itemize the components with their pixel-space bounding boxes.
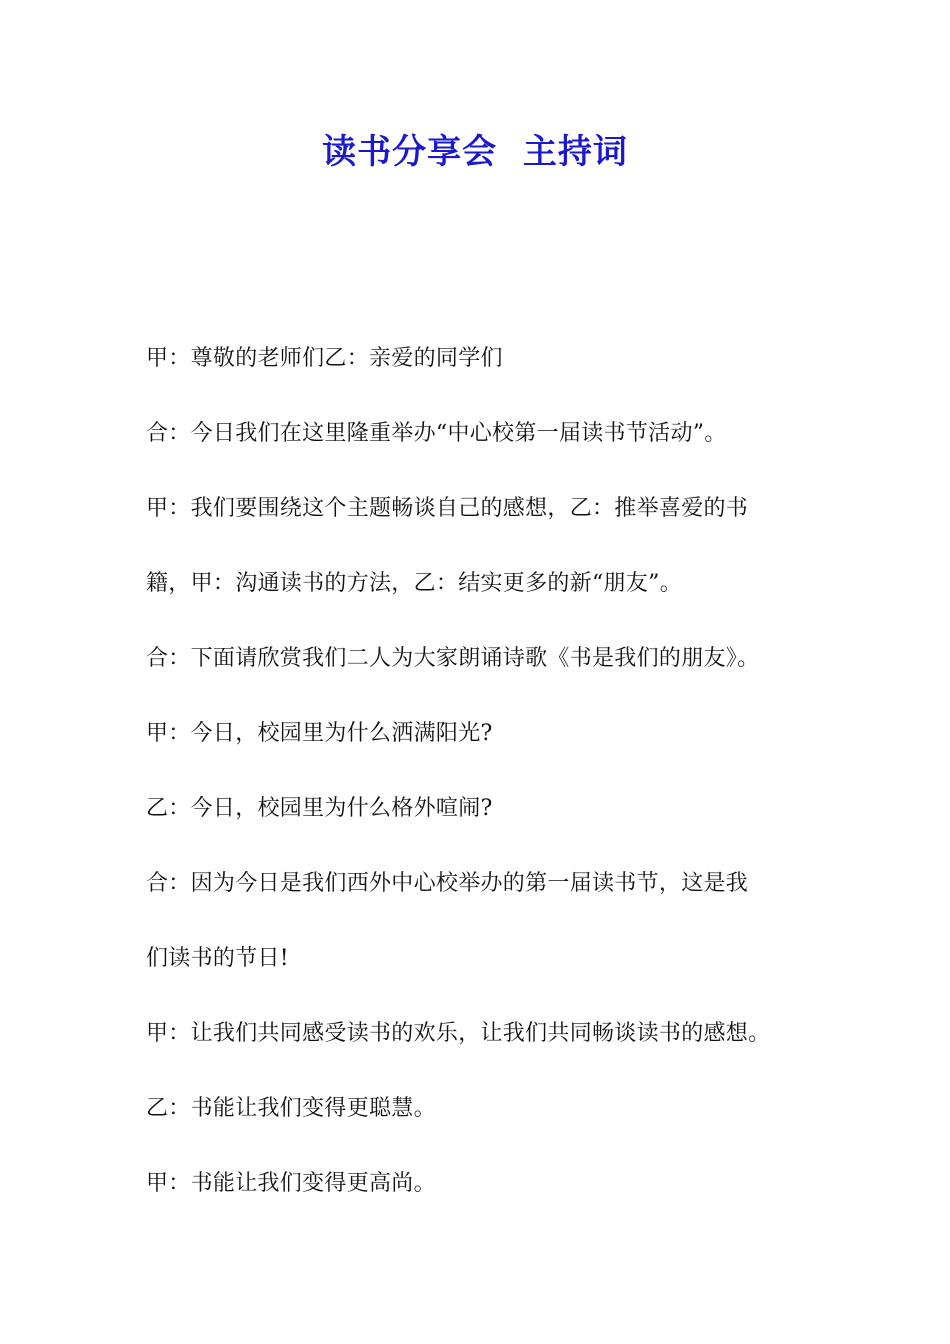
text-line-8: 合：因为今日是我们西外中心校举办的第一届读书节，这是我 [146, 871, 749, 896]
text-line-3: 甲：我们要围绕这个主题畅谈自己的感想，乙：推举喜爱的书 [146, 496, 749, 521]
page-title: 读书分享会 主持词 [322, 132, 628, 172]
text-line-7: 乙：今日，校园里为什么格外喧闹? [146, 796, 493, 821]
text-line-12: 甲：书能让我们变得更高尚。 [146, 1171, 436, 1196]
text-line-6: 甲：今日，校园里为什么洒满阳光? [146, 721, 493, 746]
text-line-5: 合：下面请欣赏我们二人为大家朗诵诗歌《书是我们的朋友》。 [146, 646, 760, 671]
text-line-2: 合：今日我们在这里隆重举办“中心校第一届读书节活动”。 [146, 421, 727, 446]
text-line-4: 籍，甲：沟通读书的方法，乙：结实更多的新“朋友”。 [146, 571, 682, 596]
document-body [146, 338, 818, 1238]
text-line-10: 甲：让我们共同感受读书的欢乐，让我们共同畅谈读书的感想。 [146, 1021, 771, 1046]
text-line-9: 们读书的节日! [146, 946, 289, 971]
text-line-11: 乙：书能让我们变得更聪慧。 [146, 1096, 436, 1121]
text-line-1: 甲：尊敬的老师们乙：亲爱的同学们 [146, 346, 503, 371]
